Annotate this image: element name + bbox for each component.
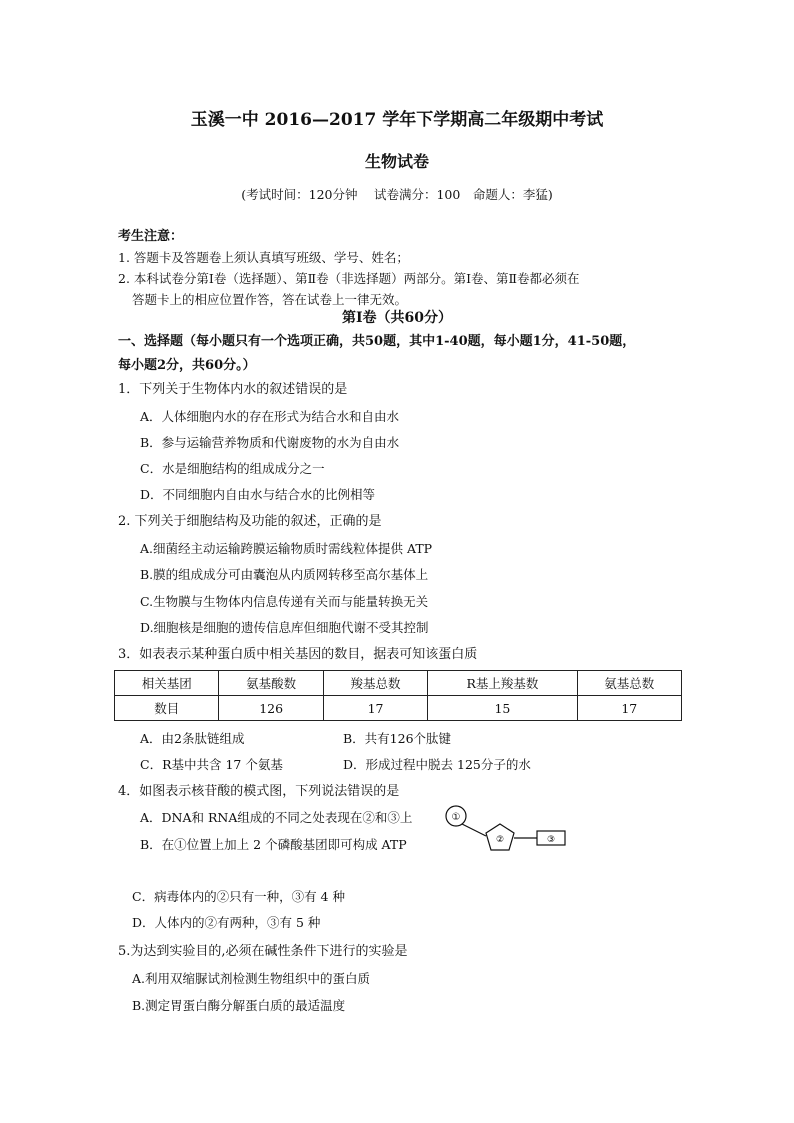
exam-meta: (考试时间：120分钟 试卷满分：100 命题人：李猛) [241,187,553,202]
q1-option-d: D．不同细胞内自由水与结合水的比例相等 [140,487,376,502]
exam-subject: 生物试卷 [364,152,429,171]
notice-item-1: 1. 答题卡及答题卷上须认真填写班级、学号、姓名； [118,250,409,265]
section1-instruction-2: 每小题2分，共60分。） [118,358,256,373]
q2-option-c: C.生物膜与生物体内信息传递有关而与能量转换无关 [140,594,429,609]
q3-table-header: 氨基酸数 [219,671,323,696]
section1-heading: 第Ⅰ卷（共60分） [341,310,453,326]
q4-stem: 4．如图表示核苷酸的模式图，下列说法错误的是 [118,784,400,799]
q2-option-d: D.细胞核是细胞的遗传信息库但细胞代谢不受其控制 [140,620,429,635]
q1-stem: 1．下列关于生物体内水的叙述错误的是 [118,382,348,397]
q4-option-c: C．病毒体内的②只有一种，③有 4 种 [132,889,345,904]
q2-stem: 2. 下列关于细胞结构及功能的叙述，正确的是 [118,514,382,529]
q3-table-cell: 数目 [115,696,219,721]
q4-option-d: D．人体内的②有两种，③有 5 种 [132,915,321,930]
section1-instruction-1: 一、选择题（每小题只有一个选项正确，共50题，其中1-40题，每小题1分，41-50题， [118,334,636,349]
q3-table-cell: 17 [577,696,681,721]
q5-option-a: A.利用双缩脲试剂检测生物组织中的蛋白质 [132,971,371,986]
q2-option-b: B.膜的组成成分可由囊泡从内质网转移至高尔基体上 [140,567,429,582]
q1-option-c: C．水是细胞结构的组成成分之一 [140,461,325,476]
q5-stem: 5.为达到实验目的,必须在碱性条件下进行的实验是 [118,944,408,959]
q5-option-b: B.测定胃蛋白酶分解蛋白质的最适温度 [132,998,346,1013]
q4-option-a: A．DNA和 RNA组成的不同之处表现在②和③上 [140,810,413,825]
q3-table-row [115,696,682,721]
q3-table [114,670,682,721]
q3-table-header: 羧基总数 [323,671,427,696]
q3-option-b: B．共有126个肽键 [343,731,452,746]
q3-table-cell: 126 [219,696,323,721]
q3-option-c: C．R基中共含 17 个氨基 [140,757,283,772]
label-2: ② [495,835,505,845]
q3-table-cell: 15 [428,696,577,721]
label-1: ① [451,812,461,823]
q3-option-a: A．由2条肽链组成 [140,731,245,746]
q3-table-header: 氨基总数 [577,671,681,696]
q3-table-header-row [115,671,682,696]
q3-stem: 3．如表表示某种蛋白质中相关基因的数目，据表可知该蛋白质 [118,647,478,662]
notice-item-2: 2. 本科试卷分第Ⅰ卷（选择题）、第Ⅱ卷（非选择题）两部分。第Ⅰ卷、第Ⅱ卷都必须在 [118,271,580,286]
label-3: ③ [546,835,556,845]
bond-line [462,824,486,836]
q1-option-b: B．参与运输营养物质和代谢废物的水为自由水 [140,435,400,450]
q3-table-header: 相关基团 [115,671,219,696]
q3-table-header: R基上羧基数 [428,671,577,696]
q4-option-b: B．在①位置上加上 2 个磷酸基团即可构成 ATP [140,837,407,852]
q3-option-d: D．形成过程中脱去 125分子的水 [343,757,531,772]
q1-option-a: A．人体细胞内水的存在形式为结合水和自由水 [140,409,400,424]
q2-option-a: A.细菌经主动运输跨膜运输物质时需线粒体提供 ATP [140,541,433,556]
exam-title: 玉溪一中 2016—2017 学年下学期高二年级期中考试 [190,110,604,130]
notice-item-2-cont: 答题卡上的相应位置作答，答在试卷上一律无效。 [132,292,408,307]
q3-table-cell: 17 [323,696,427,721]
nucleotide-diagram [440,800,570,860]
notice-heading: 考生注意： [118,229,184,244]
